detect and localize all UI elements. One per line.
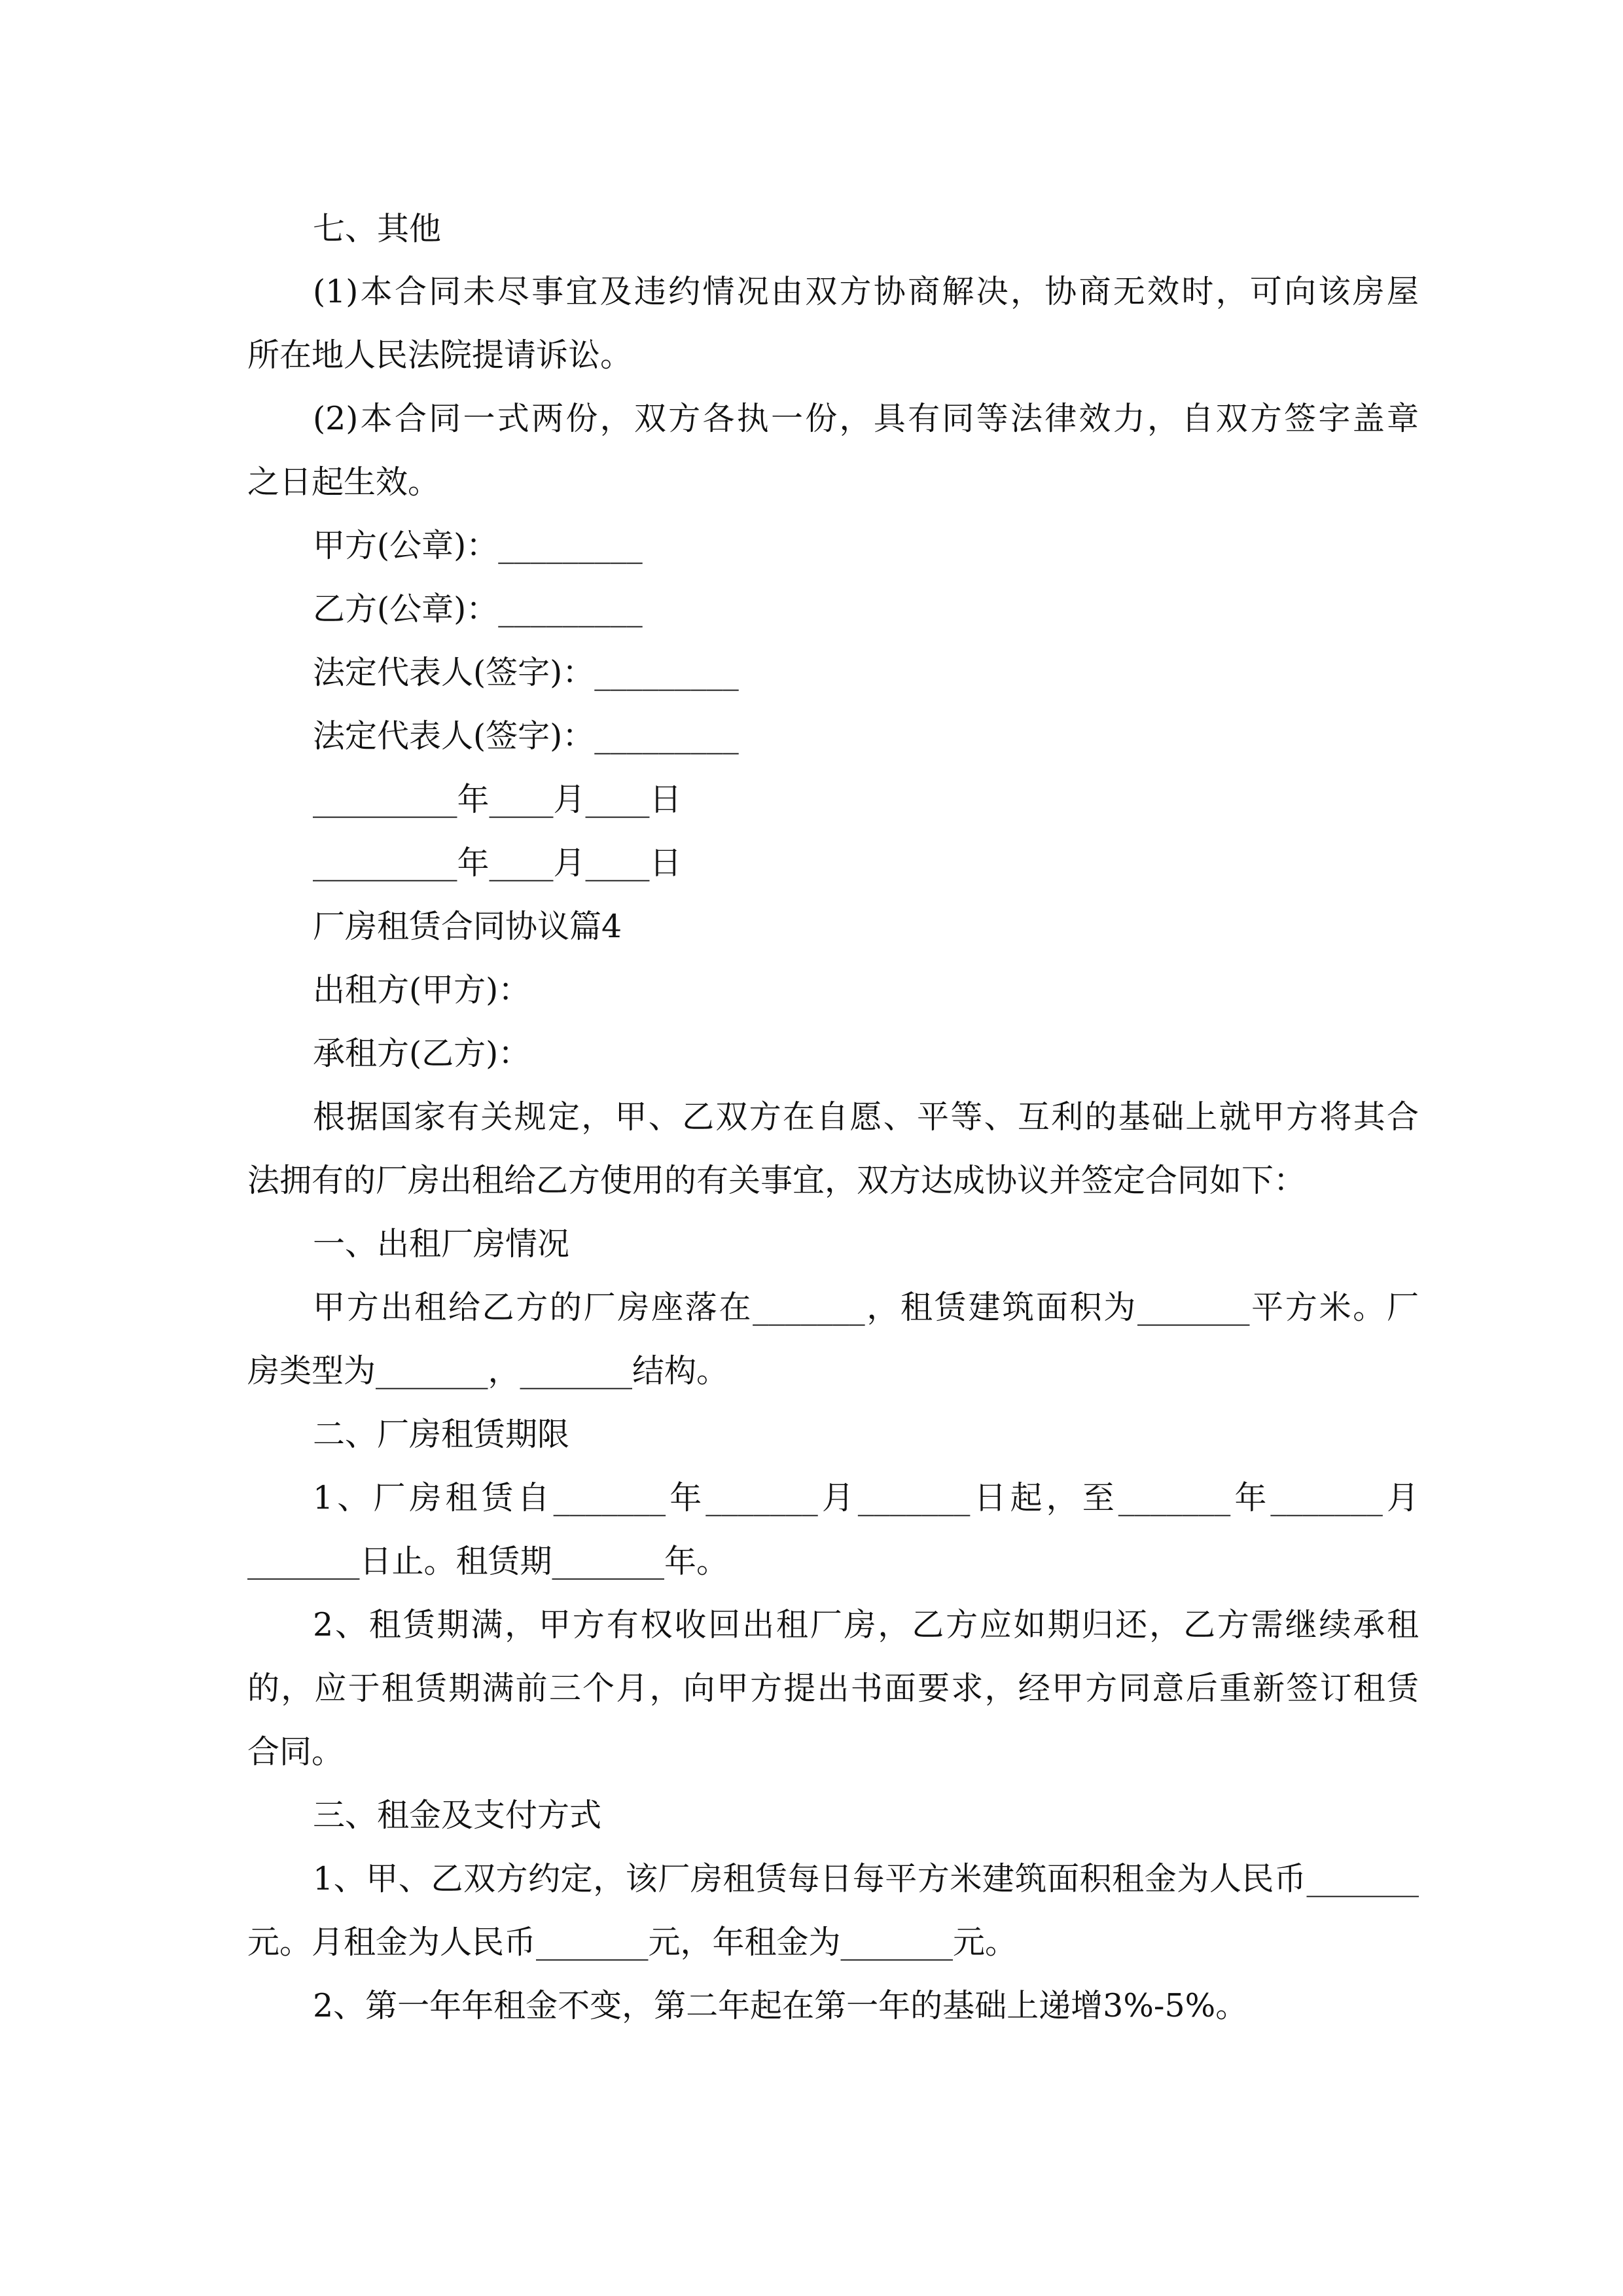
paragraph-line: 1、甲、乙双方约定，该厂房租赁每日每平方米建筑面积租金为人民币_______	[313, 1860, 1419, 1897]
paragraph-line: 法拥有的厂房出租给乙方使用的有关事宜，双方达成协议并签定合同如下：	[247, 1162, 1306, 1199]
signature-line-representative: 法定代表人(签字)：_________	[313, 717, 739, 755]
paragraph-line: 之日起生效。	[247, 463, 440, 501]
date-line: _________年____月____日	[313, 781, 682, 818]
lessor-line: 出租方(甲方)：	[313, 971, 531, 1009]
document-title: 厂房租赁合同协议篇4	[313, 908, 622, 945]
paragraph-line: 甲方出租给乙方的厂房座落在_______，租赁建筑面积为_______平方米。厂	[313, 1289, 1419, 1326]
paragraph-line: 的，应于租赁期满前三个月，向甲方提出书面要求，经甲方同意后重新签订租赁	[247, 1670, 1419, 1707]
paragraph-line: _______日止。租赁期_______年。	[247, 1543, 729, 1580]
section-heading: 一、出租厂房情况	[313, 1225, 570, 1263]
section-heading: 三、租金及支付方式	[313, 1797, 602, 1834]
signature-line-representative: 法定代表人(签字)：_________	[313, 654, 739, 691]
section-heading: 二、厂房租赁期限	[313, 1416, 570, 1453]
signature-line-party-b: 乙方(公章)：_________	[313, 590, 643, 628]
paragraph-line: 房类型为_______，_______结构。	[247, 1352, 729, 1390]
section-heading-other: 七、其他	[313, 210, 442, 247]
paragraph-line: 元。月租金为人民币_______元，年租金为_______元。	[247, 1924, 1018, 1961]
paragraph-line: (1)本合同未尽事宜及违约情况由双方协商解决，协商无效时，可向该房屋	[313, 273, 1419, 310]
paragraph-line: 1、厂房租赁自_______年_______月_______日起，至_______年_______月	[313, 1479, 1419, 1516]
date-line: _________年____月____日	[313, 844, 682, 882]
lessee-line: 承租方(乙方)：	[313, 1035, 531, 1072]
paragraph-line: 根据国家有关规定，甲、乙双方在自愿、平等、互利的基础上就甲方将其合	[313, 1098, 1419, 1136]
paragraph-line: (2)本合同一式两份，双方各执一份，具有同等法律效力，自双方签字盖章	[313, 400, 1419, 437]
paragraph-line: 所在地人民法院提请诉讼。	[247, 336, 633, 374]
paragraph-line: 2、租赁期满，甲方有权收回出租厂房，乙方应如期归还，乙方需继续承租	[313, 1606, 1419, 1643]
signature-line-party-a: 甲方(公章)：_________	[313, 527, 643, 564]
paragraph-line: 合同。	[247, 1733, 344, 1770]
paragraph-line: 2、第一年年租金不变，第二年起在第一年的基础上递增3%-5%。	[313, 1987, 1248, 2024]
